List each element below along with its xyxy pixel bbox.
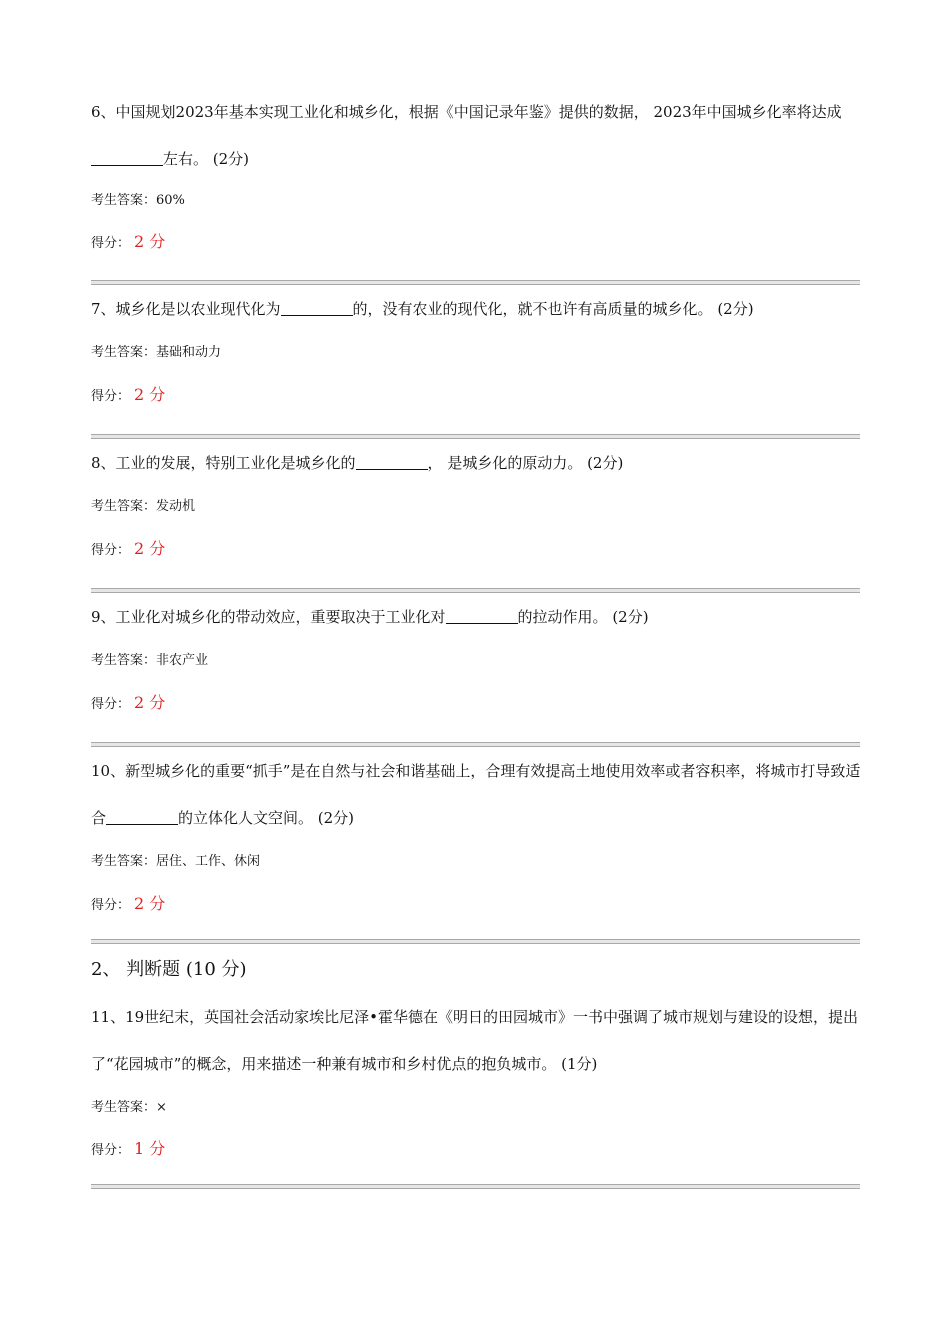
answer-label: 考生答案： [91,1100,157,1115]
answer-line [91,191,861,211]
question-text-start: 10、新型城乡化的重要“抓手”是在自然与社会和谐基础上，合理有效提高土地使用效率或者容积率，将城市打导致适合 [91,762,861,827]
answer-blank [91,151,163,166]
answer-line [91,343,861,363]
score-line [91,385,861,407]
question-10 [91,748,861,916]
answer-value: 基础和动力 [156,345,222,360]
answer-label: 考生答案： [91,499,157,514]
answer-line [91,497,861,517]
answer-value: × [156,1100,167,1115]
separator [91,280,860,285]
answer-line [91,852,861,872]
question-text-end: 的，没有农业的现代化，就不也许有高质量的城乡化。 (2分) [352,300,754,318]
score-line [91,232,861,254]
answer-line [91,1098,861,1118]
answer-blank [356,455,428,470]
question-text-start: 8、工业的发展，特别工业化是城乡化的 [91,454,356,472]
question-text-end: 的立体化人文空间。 (2分) [178,809,355,827]
section-heading: 2、 判断题 (10 分) [91,959,247,980]
answer-value: 发动机 [156,499,196,514]
question-9 [91,594,861,715]
separator [91,1184,860,1189]
answer-value: 非农产业 [156,653,209,668]
score-value: 2 分 [134,894,166,913]
score-label: 得分： [91,543,131,558]
question-text-start: 6、中国规划2023年基本实现工业化和城乡化，根据《中国记录年鉴》提供的数据， 2023年中国城乡化率将达成 [91,103,842,121]
question-text-end: 的拉动作用。 (2分) [517,608,649,626]
question-text [91,89,861,183]
score-line [91,539,861,561]
question-text [91,594,861,641]
question-text [91,440,861,487]
question-text-end: ， 是城乡化的原动力。 (2分) [427,454,624,472]
score-label: 得分： [91,898,131,913]
question-11 [91,994,861,1161]
separator [91,434,860,439]
separator [91,742,860,747]
score-label: 得分： [91,697,131,712]
answer-value: 60% [156,193,185,208]
answer-blank [446,609,518,624]
question-text [91,748,861,842]
answer-label: 考生答案： [91,193,157,208]
question-6 [91,89,861,254]
answer-label: 考生答案： [91,345,157,360]
answer-blank [281,301,353,316]
question-text-start: 9、工业化对城乡化的带动效应，重要取决于工业化对 [91,608,446,626]
question-text: 11、19世纪末，英国社会活动家埃比尼泽•霍华德在《明日的田园城市》一书中强调了城市规划与建设的设想，提出了“花园城市”的概念，用来描述一种兼有城市和乡村优点的抱负城市。 (1分) [91,1008,859,1073]
answer-label: 考生答案： [91,854,157,869]
score-line [91,1139,861,1161]
question-8 [91,440,861,561]
score-value: 2 分 [134,232,166,251]
score-label: 得分： [91,1143,131,1158]
score-label: 得分： [91,389,131,404]
score-value: 2 分 [134,539,166,558]
score-value: 1 分 [134,1139,166,1158]
score-line [91,693,861,715]
question-7 [91,286,861,407]
score-value: 2 分 [134,693,166,712]
answer-label: 考生答案： [91,653,157,668]
question-text-end: 左右。 (2分) [163,150,250,168]
question-text-start: 7、城乡化是以农业现代化为 [91,300,281,318]
answer-value: 居住、工作、休闲 [156,854,261,869]
score-value: 2 分 [134,385,166,404]
score-line [91,894,861,916]
score-label: 得分： [91,236,131,251]
separator [91,939,860,944]
answer-blank [106,810,178,825]
question-text [91,286,861,333]
separator [91,588,860,593]
answer-line [91,651,861,671]
